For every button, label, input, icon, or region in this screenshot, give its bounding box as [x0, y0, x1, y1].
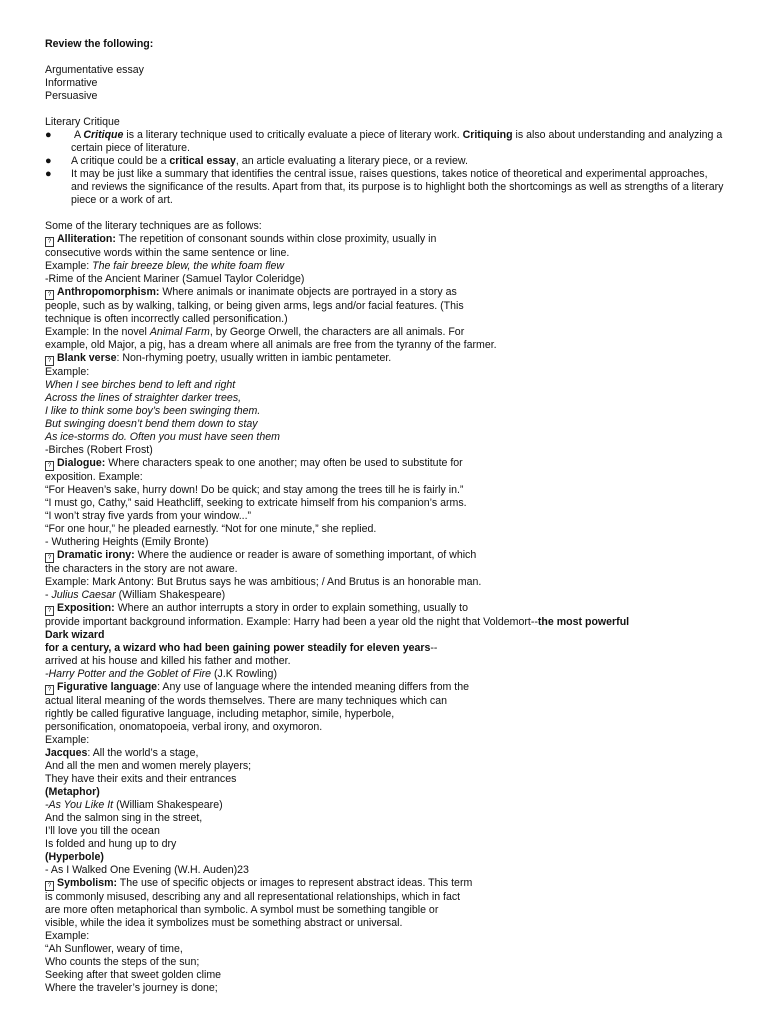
text-line: Example: The fair breeze blew, the white foam flew: [45, 260, 285, 272]
bullet-dot-icon: ●: [45, 168, 52, 180]
text-line: is commonly misused, describing any and all representational relationships, which in fact: [45, 891, 461, 903]
text-line: arrived at his house and killed his father and mother.: [45, 655, 291, 667]
missing-glyph-icon: ?: [45, 461, 54, 471]
poem-line: “Ah Sunflower, weary of time,: [45, 943, 183, 955]
text-line: Dark wizard: [45, 629, 105, 641]
technique-dramatic-irony: ? Dramatic irony: Where the audience or reader is aware of something important, of which: [45, 549, 728, 563]
missing-glyph-icon: ?: [45, 685, 54, 695]
techniques-intro: Some of the literary techniques are as follows:: [45, 220, 262, 232]
poem-line: Where the traveler’s journey is done;: [45, 982, 218, 994]
technique-alliteration: ? Alliteration: The repetition of consonant sounds within close proximity, usually in: [45, 233, 728, 247]
poem-line: As ice-storms do. Often you must have seen them: [45, 431, 280, 443]
missing-glyph-icon: ?: [45, 290, 54, 300]
missing-glyph-icon: ?: [45, 356, 54, 366]
bullet-item: ● It may be just like a summary that identifies the central issue, raises questions, takes notice of theoretical and experimental approaches, and reviews the significance of the results. Apart from that, its purpose is to highlight both the shortcomings as well as strengths of a literary piece or a work of art.: [45, 168, 724, 206]
text-line: Example: Mark Antony: But Brutus says he was ambitious; / And Brutus is an honorable man.: [45, 576, 482, 588]
text-line: personification, onomatopoeia, verbal irony, and oxymoron.: [45, 721, 323, 733]
text-line: - Julius Caesar (William Shakespeare): [45, 589, 226, 601]
text-line: actual literal meaning of the words themselves. There are many techniques which can: [45, 695, 447, 707]
text-line: -Birches (Robert Frost): [45, 444, 153, 456]
missing-glyph-icon: ?: [45, 606, 54, 616]
text-line: And all the men and women merely players;: [45, 760, 252, 772]
text-line: Jacques: All the world’s a stage,: [45, 747, 199, 759]
poem-line: Seeking after that sweet golden clime: [45, 969, 222, 981]
technique-symbolism: ? Symbolism: The use of specific objects or images to represent abstract ideas. This term: [45, 877, 728, 891]
text-line: - Wuthering Heights (Emily Bronte): [45, 536, 209, 548]
text-line: Example:: [45, 930, 90, 942]
technique-anthropomorphism: ? Anthropomorphism: Where animals or inanimate objects are portrayed in a story as: [45, 286, 728, 300]
bullet-dot-icon: ●: [45, 155, 52, 167]
critique-bullet-list: [45, 129, 728, 207]
bullet-item: ● A Critique is a literary technique used to critically evaluate a piece of literary work. Critiquing is also about understanding and analyzing a certain piece of literature.: [45, 129, 723, 154]
technique-blank-verse: ? Blank verse: Non-rhyming poetry, usually written in iambic pentameter.: [45, 352, 728, 366]
text-line: Example: In the novel Animal Farm, by George Orwell, the characters are all animals. For: [45, 326, 465, 338]
review-item: Persuasive: [45, 90, 98, 102]
text-line: Is folded and hung up to dry: [45, 838, 177, 850]
text-line: -Harry Potter and the Goblet of Fire (J.K Rowling): [45, 668, 277, 680]
text-line: (Hyperbole): [45, 851, 104, 863]
text-line: And the salmon sing in the street,: [45, 812, 203, 824]
technique-figurative-language: ? Figurative language: Any use of language where the intended meaning differs from the: [45, 681, 728, 695]
poem-line: I like to think some boy’s been swinging them.: [45, 405, 261, 417]
text-line: (Metaphor): [45, 786, 100, 798]
text-line: Example:: [45, 734, 90, 746]
technique-dialogue: ? Dialogue: Where characters speak to one another; may often be used to substitute for: [45, 457, 728, 471]
text-line: are more often metaphorical than symbolic. A symbol must be something tangible or: [45, 904, 439, 916]
text-line: the characters in the story are not aware.: [45, 563, 238, 575]
quote-line: “For one hour,” he pleaded earnestly. “Not for one minute,” she replied.: [45, 523, 377, 535]
text-line: I’ll love you till the ocean: [45, 825, 160, 837]
bullet-dot-icon: ●: [45, 129, 52, 141]
bullet-item: ● A critique could be a critical essay, an article evaluating a literary piece, or a review.: [45, 155, 468, 167]
poem-line: Who counts the steps of the sun;: [45, 956, 200, 968]
poem-line: When I see birches bend to left and right: [45, 379, 236, 391]
missing-glyph-icon: ?: [45, 881, 54, 891]
text-line: provide important background information. Example: Harry had been a year old the night that Voldemort--the most powerful: [45, 616, 630, 628]
text-line: Example:: [45, 366, 90, 378]
missing-glyph-icon: ?: [45, 237, 54, 247]
text-line: - As I Walked One Evening (W.H. Auden)23: [45, 864, 249, 876]
missing-glyph-icon: ?: [45, 553, 54, 563]
review-item: Informative: [45, 77, 98, 89]
technique-exposition: ? Exposition: Where an author interrupts a story in order to explain something, usually to: [45, 602, 728, 616]
quote-line: “I must go, Cathy,” said Heathcliff, seeking to extricate himself from his companion’s arms.: [45, 497, 467, 509]
poem-line: But swinging doesn’t bend them down to stay: [45, 418, 258, 430]
text-line: for a century, a wizard who had been gaining power steadily for eleven years--: [45, 642, 438, 654]
text-line: rightly be called figurative language, including metaphor, simile, hyperbole,: [45, 708, 395, 720]
quote-line: “I won’t stray five yards from your window...”: [45, 510, 252, 522]
text-line: example, old Major, a pig, has a dream where all animals are free from the tyranny of the farmer.: [45, 339, 497, 351]
quote-line: “For Heaven’s sake, hurry down! Do be quick; and stay among the trees till he is fairly in.”: [45, 484, 464, 496]
page-heading: Review the following:: [45, 38, 154, 50]
text-line: visible, while the idea it symbolizes must be something abstract or universal.: [45, 917, 403, 929]
text-line: consecutive words within the same sentence or line.: [45, 247, 290, 259]
text-line: They have their exits and their entrances: [45, 773, 237, 785]
review-item: Argumentative essay: [45, 64, 144, 76]
text-line: -As You Like It (William Shakespeare): [45, 799, 223, 811]
section-title: Literary Critique: [45, 116, 120, 128]
text-line: technique is often incorrectly called personification.): [45, 313, 288, 325]
text-line: -Rime of the Ancient Mariner (Samuel Taylor Coleridge): [45, 273, 305, 285]
text-line: people, such as by walking, talking, or being given arms, legs and/or facial features. (This: [45, 300, 464, 312]
text-line: exposition. Example:: [45, 471, 143, 483]
poem-line: Across the lines of straighter darker trees,: [45, 392, 242, 404]
